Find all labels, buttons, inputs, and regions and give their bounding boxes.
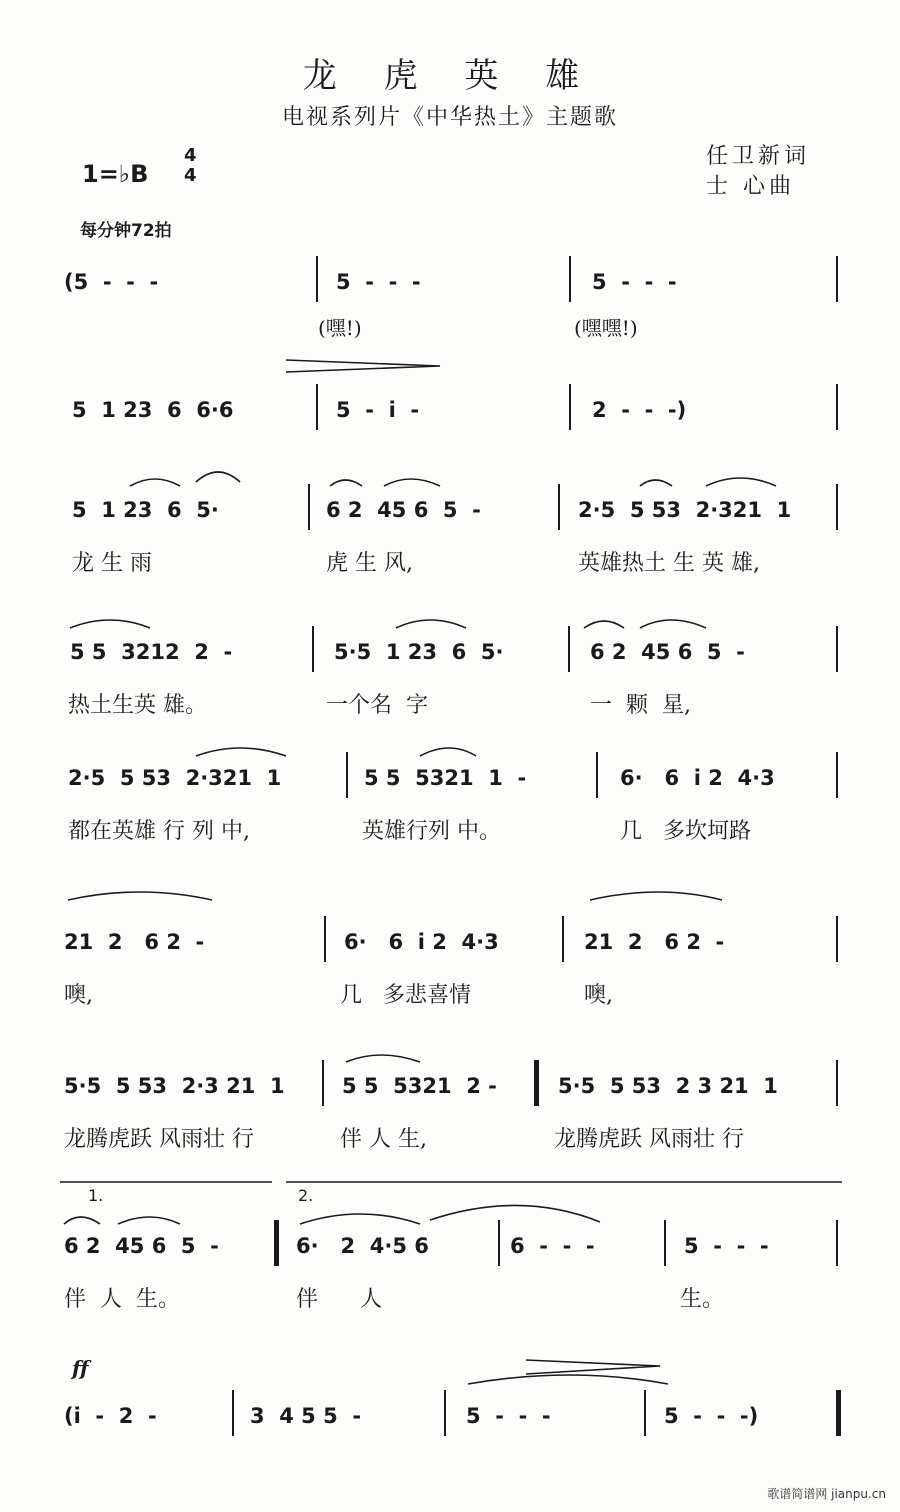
barline (836, 484, 838, 530)
lyric: 英雄行列 中。 (362, 819, 501, 844)
lyric: 噢, (584, 983, 613, 1008)
notes-line (64, 390, 854, 430)
notes-line (64, 1226, 854, 1266)
song-subtitle: 电视系列片《中华热土》主题歌 (281, 105, 618, 130)
lyrics-line (64, 546, 854, 578)
measure-3: 5 - - - (466, 1404, 551, 1428)
notes-line (64, 1396, 854, 1436)
barline (664, 1220, 666, 1266)
measure-2: 5 - - - (336, 270, 421, 294)
slur (118, 1217, 180, 1224)
measure-3: 21 2 6 2 - (584, 930, 725, 954)
measure-3: 2 - - -) (592, 398, 687, 422)
shout-text: (嘿嘿!) (574, 316, 638, 340)
lyric: 噢, (64, 983, 93, 1008)
credits (706, 142, 810, 202)
measure-2: 5·5 1 23 6 5· (334, 640, 504, 664)
barline (569, 256, 571, 302)
barline (569, 384, 571, 430)
measure-1: 5 5 3212 2 - (70, 640, 233, 664)
barline (836, 916, 838, 962)
lyric: 龙腾虎跃 风雨壮 行 (64, 1127, 254, 1152)
shout-text: (嘿!) (318, 316, 362, 340)
barline (644, 1390, 646, 1436)
measure-1: 2·5 5 53 2·321 1 (68, 766, 282, 790)
final-barline (836, 1390, 841, 1436)
barline (498, 1220, 500, 1266)
meter-top: 4 (184, 145, 197, 166)
composer-credit: 士 心曲 (706, 174, 795, 199)
measure-3: 2·5 5 53 2·321 1 (578, 498, 792, 522)
volta-1: 1. (88, 1186, 104, 1205)
barline (836, 626, 838, 672)
slur (584, 621, 624, 628)
measure-1: (i - 2 - (64, 1404, 157, 1428)
measure-3: 5·5 5 53 2 3 21 1 (558, 1074, 778, 1098)
measure-2: 6· 2 4·5 6 (296, 1234, 429, 1258)
crescendo-hairpin (286, 360, 440, 372)
lyric: 一 颗 星, (590, 693, 691, 718)
measure-1: (5 - - - (64, 270, 159, 294)
watermark: 歌谱简谱网 jianpu.cn (767, 1487, 886, 1501)
lyric: 龙 生 雨 (72, 551, 152, 576)
lyrics-line (64, 1122, 854, 1154)
repeat-barline (534, 1060, 539, 1106)
slur (384, 479, 440, 486)
measure-1: 5 1 23 6 6·6 (72, 398, 234, 422)
measure-3: 6 2 45 6 5 - (590, 640, 745, 664)
notes-line (64, 632, 854, 672)
measure-2: 6 2 45 6 5 - (326, 498, 481, 522)
barline (836, 256, 838, 302)
lyrics-line (64, 978, 854, 1010)
measure-1: 6 2 45 6 5 - (64, 1234, 219, 1258)
dynamic-marking: ff (72, 1356, 89, 1380)
slur (640, 620, 706, 628)
measure-2: 6· 6 i 2 4·3 (344, 930, 499, 954)
barline (346, 752, 348, 798)
notes-line (64, 758, 854, 798)
tie (468, 1375, 668, 1384)
key-signature: 1=♭B (82, 160, 149, 188)
lyric: 伴 人 (296, 1287, 382, 1312)
barline (316, 384, 318, 430)
lyric: 几 多悲喜情 (340, 983, 471, 1008)
tie (430, 1205, 600, 1222)
measure-1: 5·5 5 53 2·3 21 1 (64, 1074, 285, 1098)
slur (196, 748, 286, 756)
lyricist-credit: 任卫新词 (706, 144, 811, 169)
meter-bottom: 4 (184, 165, 197, 186)
repeat-barline (274, 1220, 279, 1266)
notes-line (64, 1066, 854, 1106)
barline (308, 484, 310, 530)
barline (316, 256, 318, 302)
barline (312, 626, 314, 672)
tempo-marking: 每分钟72拍 (80, 221, 172, 241)
slur (300, 1214, 420, 1224)
tie (590, 892, 722, 900)
notes-line (64, 922, 854, 962)
barline (324, 916, 326, 962)
barline (836, 384, 838, 430)
lyric: 虎 生 风, (326, 551, 413, 576)
slur (706, 478, 776, 486)
barline (444, 1390, 446, 1436)
measure-3: 6 - - - (510, 1234, 595, 1258)
notes-line (64, 262, 854, 302)
slur (330, 480, 362, 486)
slur (396, 620, 466, 628)
lyric: 英雄热土 生 英 雄, (578, 551, 760, 576)
measure-1: 5 1 23 6 5· (72, 498, 219, 522)
slur (196, 472, 240, 482)
lyric: 生。 (680, 1287, 725, 1312)
measure-2: 5 - i - (336, 398, 420, 422)
barline (322, 1060, 324, 1106)
measure-1: 21 2 6 2 - (64, 930, 205, 954)
measure-3: 6· 6 i 2 4·3 (620, 766, 775, 790)
barline (568, 626, 570, 672)
measure-4: 5 - - - (684, 1234, 769, 1258)
song-title: 龙 虎 英 雄 (302, 56, 598, 96)
notes-line (64, 490, 854, 530)
lyric: 热土生英 雄。 (68, 693, 207, 718)
lyric: 一个名 字 (326, 693, 428, 718)
measure-3: 5 - - - (592, 270, 677, 294)
barline (836, 1220, 838, 1266)
lyrics-line (64, 1282, 854, 1314)
lyrics-line (64, 814, 854, 846)
measure-2: 5 5 5321 2 - (342, 1074, 497, 1098)
barline (562, 916, 564, 962)
slur (70, 620, 150, 628)
slur (130, 479, 180, 486)
measure-2: 3 4 5 5 - (250, 1404, 362, 1428)
barline (596, 752, 598, 798)
decrescendo-hairpin (526, 1360, 660, 1374)
barline (232, 1390, 234, 1436)
volta-2: 2. (298, 1186, 314, 1205)
measure-2: 5 5 5321 1 - (364, 766, 527, 790)
lyric: 都在英雄 行 列 中, (68, 819, 250, 844)
barline (836, 1060, 838, 1106)
barline (836, 752, 838, 798)
barline (558, 484, 560, 530)
tie (68, 892, 212, 900)
lyrics-line (64, 688, 854, 720)
slur (640, 480, 672, 486)
lyric: 几 多坎坷路 (620, 819, 751, 844)
measure-4: 5 - - -) (664, 1404, 759, 1428)
slur (420, 748, 476, 756)
lyric: 龙腾虎跃 风雨壮 行 (554, 1127, 744, 1152)
lyric: 伴 人 生。 (64, 1287, 180, 1312)
slur (346, 1055, 420, 1062)
time-signature (184, 146, 197, 186)
slur (64, 1217, 100, 1224)
lyric: 伴 人 生, (340, 1127, 427, 1152)
